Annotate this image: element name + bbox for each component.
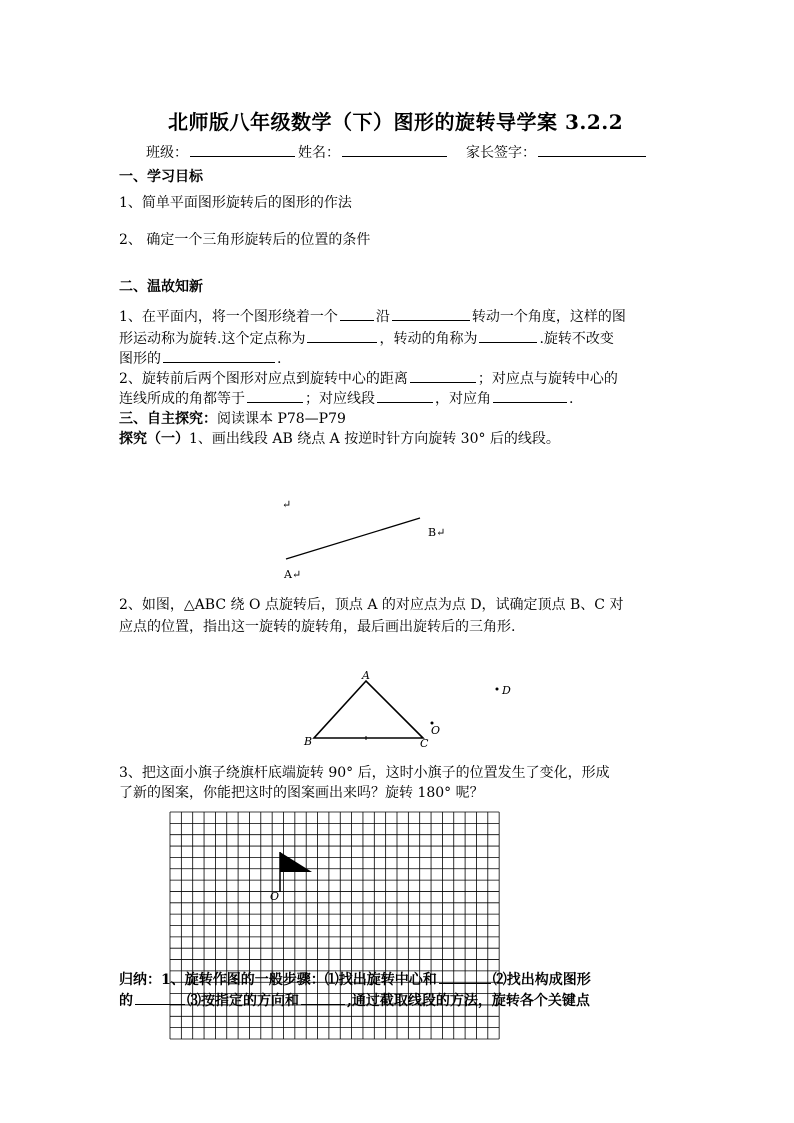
- summary-text: ⑵找出构成图形: [492, 972, 591, 988]
- review-text: .: [569, 391, 574, 407]
- explore-item-3-line-2: 了新的图案，你能把这时的图案画出来吗？旋转 180° 呢？: [119, 785, 484, 801]
- review-text: 图形的: [119, 351, 161, 367]
- fill-blank[interactable]: [301, 991, 345, 1005]
- fill-blank[interactable]: [439, 970, 491, 984]
- parent-label: 家长签字：: [466, 145, 536, 161]
- summary-text: ⑶按指定的方向和: [187, 993, 299, 1009]
- point-b-label: B↵: [428, 526, 446, 539]
- summary-text: 归纳：1、旋转作图的一般步骤：⑴找出旋转中心和: [119, 972, 437, 988]
- explore-text: 1、画出线段 AB 绕点 A 按逆时针方向旋转 30° 后的线段。: [189, 431, 560, 447]
- vertex-b-label: B: [304, 735, 313, 748]
- summary-line-2: [119, 990, 590, 1010]
- explore-label: 探究（一）: [119, 431, 189, 447]
- summary-text: ,通过截取线段的方法，旋转各个关键点: [347, 993, 590, 1009]
- review-text: .: [277, 351, 282, 367]
- vertex-a-label: A: [362, 669, 370, 682]
- point-d-label: D: [502, 684, 511, 697]
- explore-item-2-line-2: 应点的位置，指出这一旋转的旋转角，最后画出旋转后的三角形.: [119, 619, 516, 635]
- point-o-label: O: [431, 724, 441, 737]
- section-heading-text: 三、自主探究：: [119, 411, 217, 427]
- review-text: .旋转不改变: [539, 331, 614, 347]
- review-text: 沿: [375, 309, 390, 325]
- goal-item-2: 2、 确定一个三角形旋转后的位置的条件: [119, 232, 371, 248]
- fill-blank[interactable]: [135, 991, 185, 1005]
- review-text: ，对应角: [435, 391, 491, 407]
- section-heading-goals: 一、学习目标: [119, 169, 203, 185]
- goal-item-1: 1、简单平面图形旋转后的图形的作法: [119, 195, 352, 211]
- summary-text: 的: [119, 993, 133, 1009]
- reading-instruction: 阅读课本 P78—P79: [217, 411, 346, 427]
- vertex-c-label: C: [420, 737, 429, 750]
- review-text: ；对应线段: [305, 391, 375, 407]
- page-title: 北师版八年级数学（下）图形的旋转导学案 3.2.2: [168, 110, 624, 134]
- paragraph-mark: ↵: [282, 498, 292, 511]
- review-text: 1、在平面内，将一个图形绕着一个: [119, 309, 338, 325]
- review-text: ，转动的角称为: [379, 331, 478, 347]
- pole-base-label: O: [270, 890, 280, 903]
- review-text: 形运动称为旋转.这个定点称为: [119, 331, 306, 347]
- section-heading-review: 二、温故知新: [119, 279, 203, 295]
- review-text: ；对应点与旋转中心的: [477, 371, 618, 387]
- review-text: 连线所成的角都等于: [119, 391, 245, 407]
- review-text: 转动一个角度，这样的图: [471, 309, 626, 325]
- class-label: 班级：: [146, 145, 188, 161]
- point-a-label: A↵: [284, 568, 302, 581]
- review-text: 2、旋转前后两个图形对应点到旋转中心的距离: [119, 371, 408, 387]
- name-label: 姓名：: [298, 145, 340, 161]
- summary-line-1: [119, 969, 591, 989]
- explore-item-3-line-1: 3、把这面小旗子绕旗杆底端旋转 90° 后，这时小旗子的位置发生了变化，形成: [119, 765, 610, 781]
- explore-item-2-line-1: 2、如图，△ABC 绕 O 点旋转后，顶点 A 的对应点为点 D，试确定顶点 B、C 对: [119, 597, 624, 613]
